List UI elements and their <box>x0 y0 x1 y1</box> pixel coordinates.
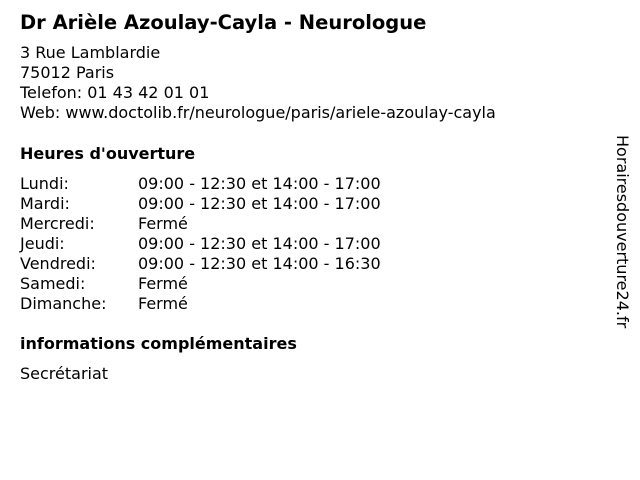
site-watermark: Horairesdouverture24.fr <box>613 135 632 329</box>
additional-info-text: Secrétariat <box>20 364 109 383</box>
page-title: Dr Arièle Azoulay-Cayla - Neurologue <box>20 11 427 34</box>
hours-value: Fermé <box>138 294 188 313</box>
day-label: Mercredi: <box>20 214 95 233</box>
city-postal-code: 75012 Paris <box>20 63 115 82</box>
hours-value: 09:00 - 12:30 et 14:00 - 17:00 <box>138 174 381 193</box>
phone-number[interactable]: Telefon: 01 43 42 01 01 <box>20 83 210 102</box>
day-label: Jeudi: <box>20 234 65 253</box>
hours-value: Fermé <box>138 214 188 233</box>
day-label: Mardi: <box>20 194 70 213</box>
opening-hours-heading: Heures d'ouverture <box>20 144 196 163</box>
street-address: 3 Rue Lamblardie <box>20 43 161 62</box>
hours-value: Fermé <box>138 274 188 293</box>
day-label: Lundi: <box>20 174 69 193</box>
website-link[interactable]: Web: www.doctolib.fr/neurologue/paris/ariele-azoulay-cayla <box>20 103 496 122</box>
day-label: Dimanche: <box>20 294 107 313</box>
address-block <box>20 43 496 123</box>
hours-value: 09:00 - 12:30 et 14:00 - 16:30 <box>138 254 381 273</box>
day-label: Samedi: <box>20 274 86 293</box>
hours-value: 09:00 - 12:30 et 14:00 - 17:00 <box>138 194 381 213</box>
additional-info-heading: informations complémentaires <box>20 334 297 353</box>
hours-value: 09:00 - 12:30 et 14:00 - 17:00 <box>138 234 381 253</box>
day-label: Vendredi: <box>20 254 96 273</box>
